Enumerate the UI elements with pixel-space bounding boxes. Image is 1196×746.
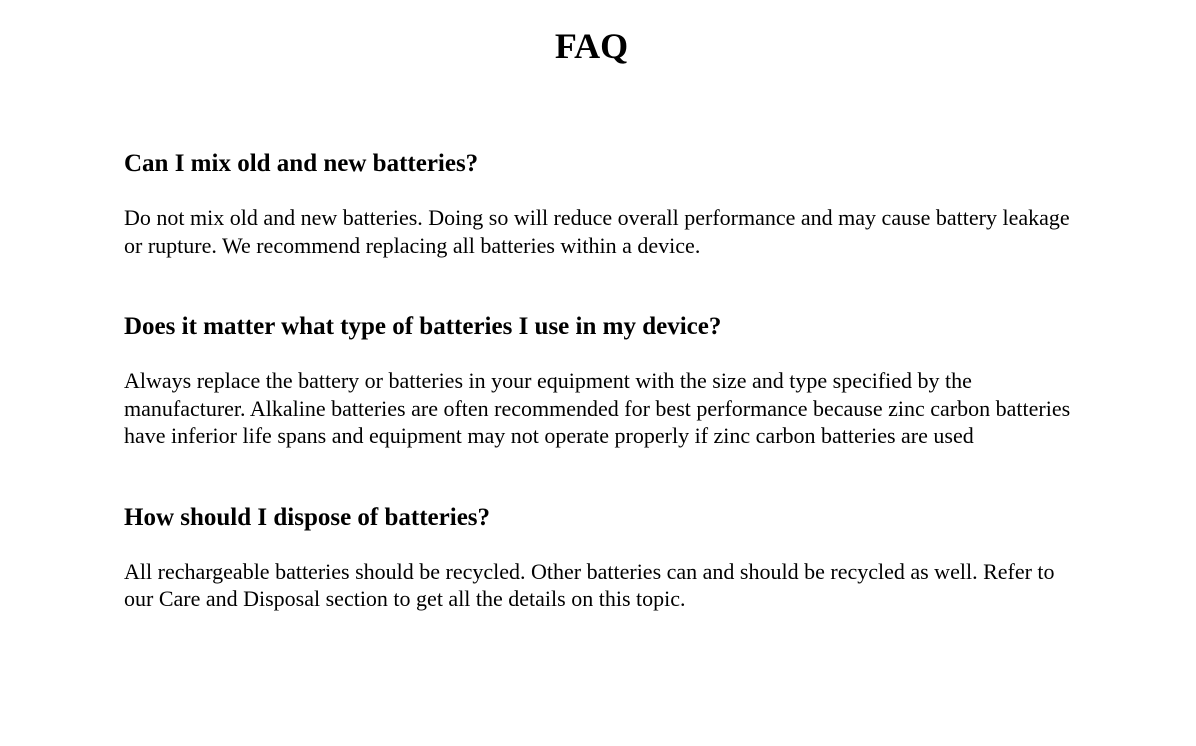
faq-question: Can I mix old and new batteries?	[124, 150, 479, 177]
faq-answer: All rechargeable batteries should be recycled. Other batteries can and should be recycled as well. Refer to our Care and Disposal section to get all the details on this topic.	[124, 558, 1055, 611]
faq-question: Does it matter what type of batteries I use in my device?	[124, 313, 722, 340]
faq-answer: Do not mix old and new batteries. Doing so will reduce overall performance and may cause battery leakage or rupture. We recommend replacing all batteries within a device.	[124, 205, 1070, 258]
faq-item	[124, 148, 1074, 259]
faq-list	[124, 148, 1074, 665]
faq-item	[124, 311, 1074, 450]
faq-item	[124, 502, 1074, 613]
faq-question: How should I dispose of batteries?	[124, 503, 491, 531]
faq-answer: Always replace the battery or batteries in your equipment with the size and type specified by the manufacturer. Alkaline batteries are often recommended for best performance because zinc carbon batteries have inferior life spans and equipment may not operate properly if zinc carbon batteries are used	[124, 368, 1071, 448]
page-title: FAQ	[554, 26, 629, 66]
